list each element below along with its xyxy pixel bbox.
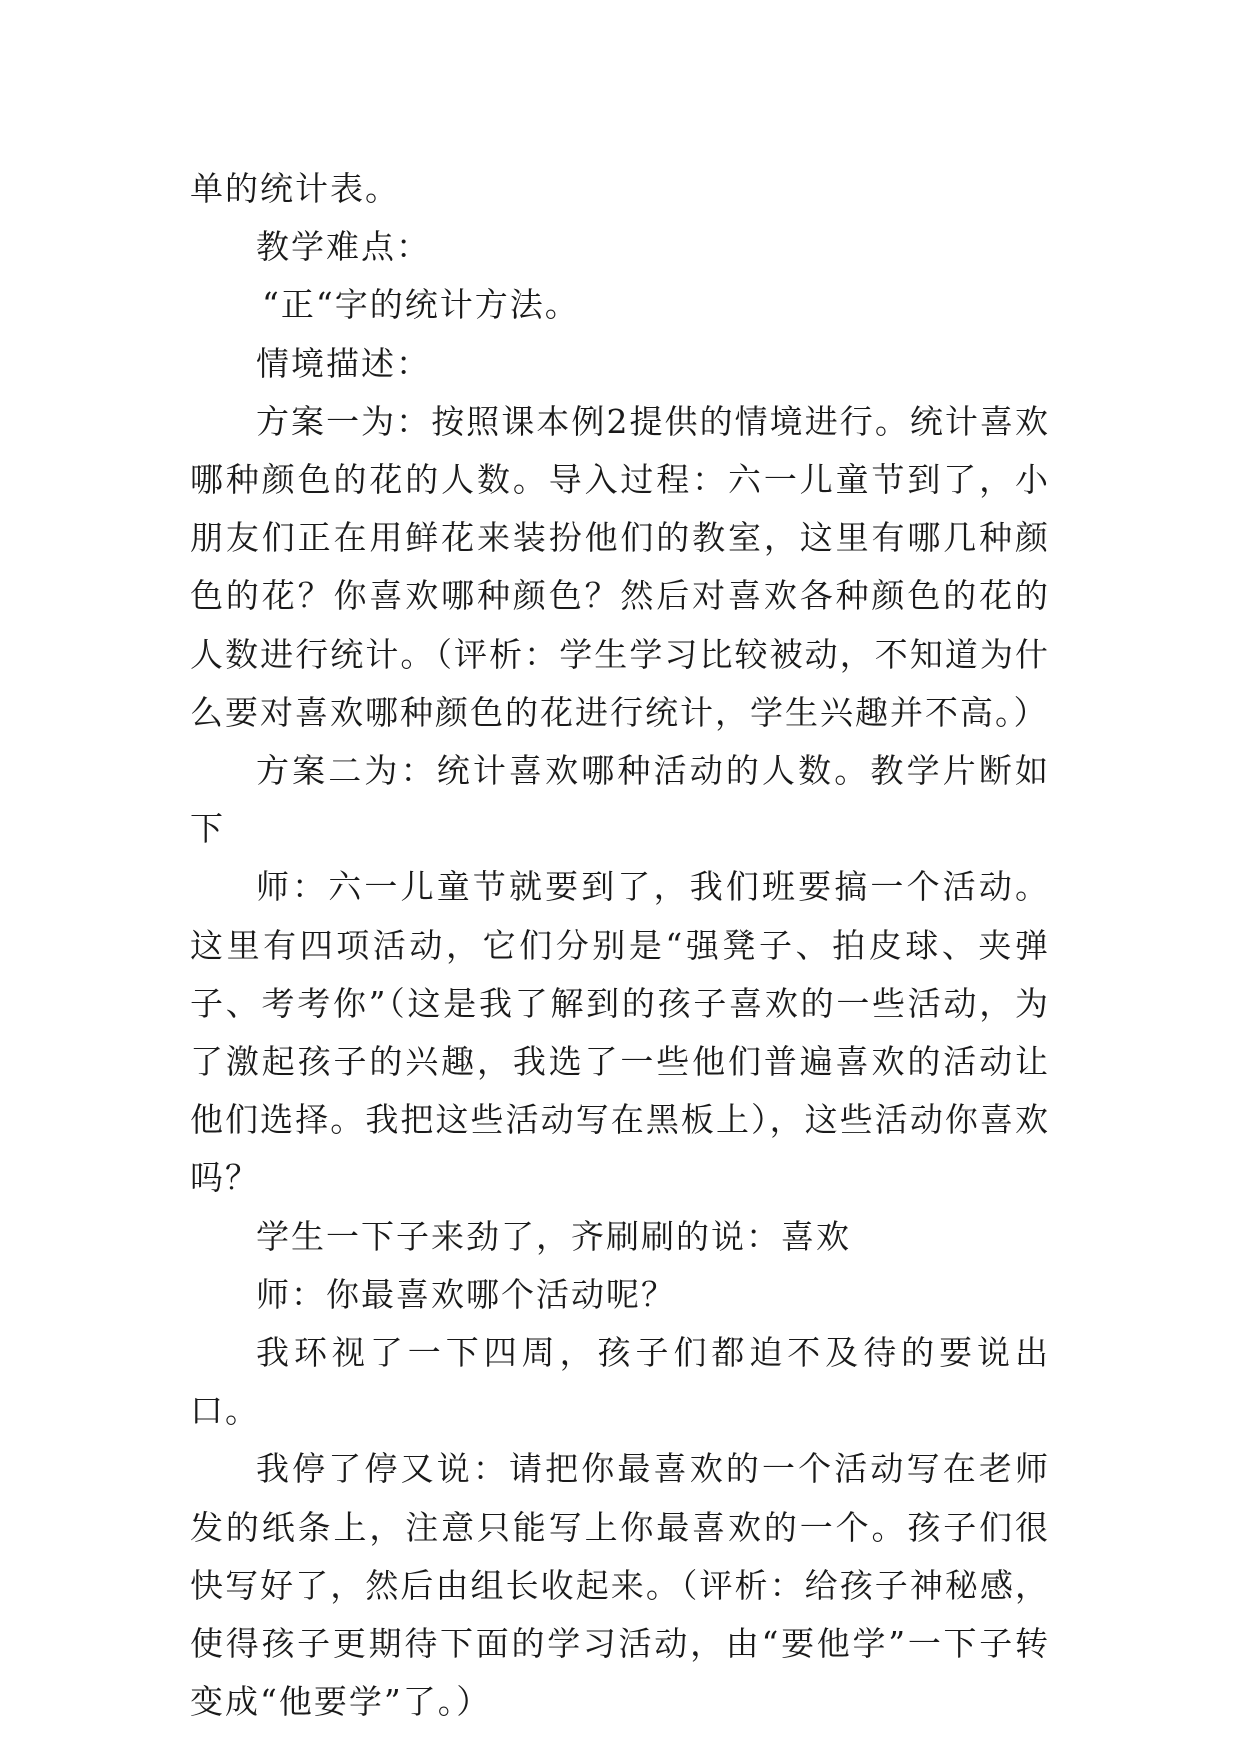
paragraph-observation: 我环视了一下四周，孩子们都迫不及待的要说出口。 <box>190 1333 1050 1431</box>
paragraph-teacher-question: 师：你最喜欢哪个活动呢？ <box>256 1274 676 1314</box>
paragraph-scenario-heading: 情境描述： <box>256 343 431 383</box>
paragraph-plan-one: 方案一为：按照课本例2提供的情境进行。统计喜欢哪种颜色的花的人数。导入过程：六一儿童节到了，小朋友们正在用鲜花来装扮他们的教室，这里有哪几种颜色的花？你喜欢哪种颜色？然后对喜欢各种颜色的花的人数进行统计。（评析：学生学习比较被动，不知道为什么要对喜欢哪种颜色的花进行统计，学生兴趣并不高。） <box>190 401 1050 732</box>
paragraph-difficulty-heading: 教学难点： <box>256 227 431 267</box>
paragraph-students-reply: 学生一下子来劲了，齐刷刷的说：喜欢 <box>256 1216 851 1256</box>
paragraph-difficulty-content: “正“字的统计方法。 <box>262 285 580 325</box>
document-body <box>190 160 1050 1731</box>
paragraph-instruction: 我停了停又说：请把你最喜欢的一个活动写在老师发的纸条上，注意只能写上你最喜欢的一个。孩子们很快写好了，然后由组长收起来。（评析：给孩子神秘感，使得孩子更期待下面的学习活动，由“要他学”一下子转变成“他要学”了。） <box>190 1449 1050 1722</box>
paragraph-plan-two: 方案二为：统计喜欢哪种活动的人数。教学片断如下 <box>190 751 1050 849</box>
paragraph-continuation: 单的统计表。 <box>190 169 400 208</box>
paragraph-teacher-intro: 师：六一儿童节就要到了，我们班要搞一个活动。这里有四项活动，它们分别是“强凳子、拍皮球、夹弹子、考考你”（这是我了解到的孩子喜欢的一些活动，为了激起孩子的兴趣，我选了一些他们普遍喜欢的活动让他们选择。我把这些活动写在黑板上），这些活动你喜欢吗？ <box>190 867 1050 1198</box>
